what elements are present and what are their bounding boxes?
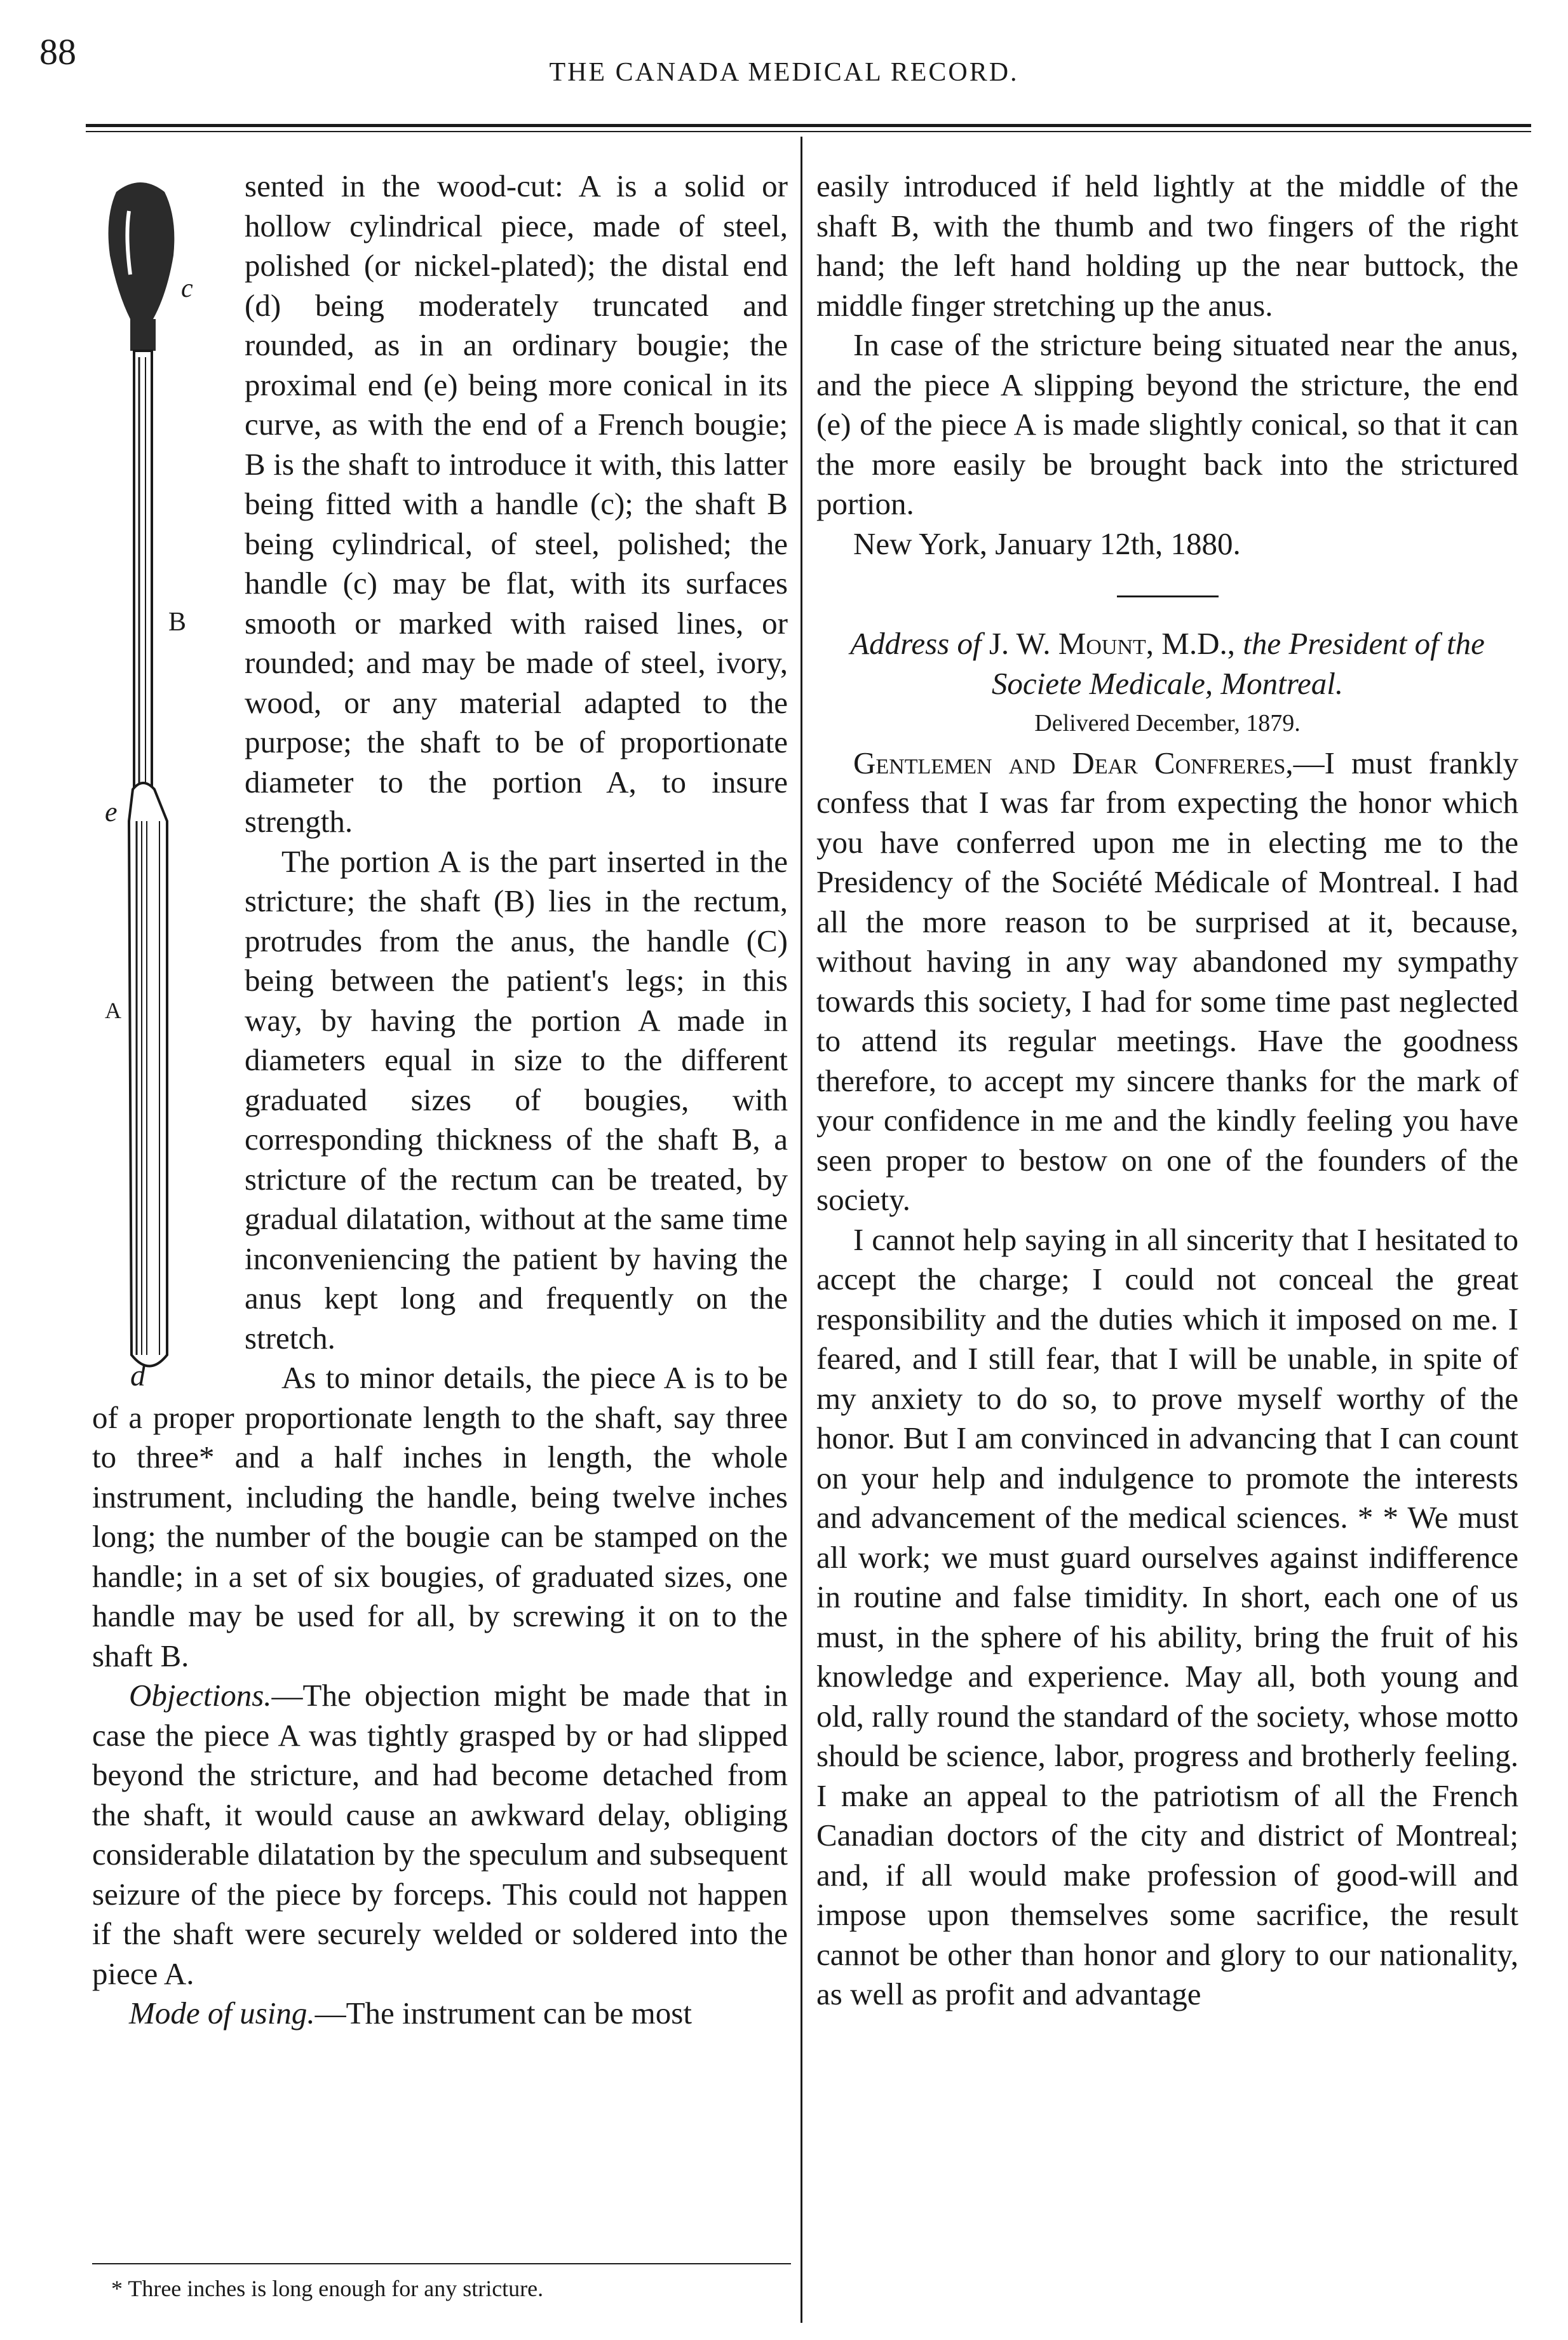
address-author: J. W. Mount, M.D.,	[989, 626, 1235, 661]
address-title-post: the President of the Societe Medicale, Montreal.	[991, 626, 1485, 701]
figure-label-c: c	[181, 274, 193, 303]
section-separator	[1117, 595, 1219, 597]
column-divider	[801, 137, 802, 2323]
mode-of-using-text: —The instrument can be most	[314, 1996, 692, 2030]
address-title	[816, 624, 1518, 704]
figure-label-a: A	[105, 998, 121, 1023]
figure-label-e: e	[105, 796, 118, 827]
objections-text: —The objection might be made that in case the piece A was tightly grasped by or had slipped beyond the stricture, and had become detached from the shaft, it would cause an awkward delay, obliging considerable dilatation by the speculum and subsequent seizure of the piece by forceps. This could not happen if the shaft were securely welded or soldered into the piece A.	[92, 1678, 788, 1991]
handle-neck	[130, 319, 156, 351]
left-paragraph-2: The portion A is the part inserted in the stricture; the shaft (B) lies in the rectum, protrudes from the anus, the handle (C) being between the patient's legs; in this way, by having the portion A made in diameters equal in size to the different graduated sizes of bougies, with corresponding thickness of the shaft B, a stricture of the rectum can be treated, by gradual dilatation, without at the same time inconveniencing the patient by having the anus kept long and frequently on the stretch.	[245, 843, 788, 1356]
figure-label-b: B	[168, 608, 187, 637]
page-number: 88	[39, 31, 76, 72]
left-paragraph-1: sented in the wood-cut: A is a solid or hollow cylindrical piece, made of steel, polished (or nickel-plated); the distal end (d) being moderately truncated and rounded, as in an ordinary bougie; the proximal end (e) being more conical in its curve, as with the end of a French bougie; B is the shaft to introduce it with, this latter being fitted with a handle (c); the shaft B being cylindrical, of steel, polished; the handle (c) may be flat, with its surfaces smooth or marked with raised lines, or rounded; and may be made of steel, ivory, wood, or any material adapted to the purpose; the shaft to be of proportionate diameter to the portion A, to insure strength.	[245, 168, 788, 839]
instrument-figure	[92, 167, 219, 1387]
salutation-text: —I must frankly confess that I was far from expecting the honor which you have conferred upon me in electing me to the Presidency of the Société Médicale of Montreal. I had all the more reason to be surprised at it, because, without having in any way abandoned my sympathy towards this society, I had for some time past neglected to attend its regular meetings. Have the goodness therefore, to accept my sincere thanks for the mark of your confidence in me and the kindly feeling you have seen proper to bestow on one of the founders of the society.	[816, 745, 1518, 1217]
bougie-instrument-illustration	[92, 167, 219, 1387]
header-rule	[86, 124, 1531, 127]
salutation: Gentlemen and Dear Confreres,	[853, 745, 1294, 780]
handle-shape	[109, 182, 175, 319]
footnote: * Three inches is long enough for any stricture.	[111, 2276, 544, 2301]
right-column	[816, 167, 1518, 2015]
shaft	[134, 351, 152, 789]
running-title: THE CANADA MEDICAL RECORD.	[549, 58, 1019, 87]
piece-a	[129, 783, 167, 1366]
dateline: New York, January 12th, 1880.	[853, 526, 1241, 561]
left-paragraph-3: As to minor details, the piece A is to be of a proper proportionate length to the shaft, say three to three* and a half inches in length, the whole instrument, including the handle, being twelve inches long; the number of the bougie can be stamped on the handle; in a set of six bougies, of graduated sizes, one handle may be used for all, by screwing it on to the shaft B.	[92, 1360, 788, 1673]
objections-heading: Objections.	[129, 1678, 272, 1713]
right-paragraph-4: I cannot help saying in all sincerity that I hesitated to accept the charge; I could not conceal the great responsibility and the duties which it imposed on me. I feared, and I still fear, that I will be unable, in spite of my anxiety to do so, to prove myself worthy of the honor. But I am convinced in advancing that I can count on your help and indulgence to promote the interests and advancement of the medical sciences. * * We must all work; we must guard ourselves against indifference in routine and false timidity. In short, each one of us must, in the sphere of his ability, bring the fruit of his knowledge and experience. May all, both young and old, rally round the standard of the society, whose motto should be science, labor, progress and brotherly feeling. I make an appeal to the patriotism of all the French Canadian doctors of the city and district of Montreal; and, if all would make profession of good-will and impose upon themselves some sacrifice, the result cannot be other than honor and glory to our nationality, as well as profit and advantage	[816, 1221, 1518, 2011]
left-paragraph-5	[92, 1994, 788, 2034]
mode-of-using-heading: Mode of using.	[129, 1996, 315, 2030]
right-paragraph-1: easily introduced if held lightly at the middle of the shaft B, with the thumb and two fingers of the right hand; the left hand holding up the near buttock, the middle finger stretching up the anus.	[816, 168, 1518, 323]
left-column	[92, 167, 788, 2034]
address-title-pre: Address of	[850, 626, 982, 661]
footnote-rule	[92, 2263, 791, 2264]
header-rule-thin	[86, 131, 1531, 132]
left-paragraph-4	[92, 1676, 788, 1994]
right-paragraph-3	[816, 744, 1518, 1220]
right-paragraph-2: In case of the stricture being situated near the anus, and the piece A slipping beyond the stricture, the end (e) of the piece A is made slightly conical, so that it can the more easily be brought back into the strictured portion.	[816, 327, 1518, 521]
figure-label-d: d	[130, 1359, 145, 1387]
delivered-line: Delivered December, 1879.	[1034, 710, 1301, 737]
page-header	[0, 0, 1568, 127]
